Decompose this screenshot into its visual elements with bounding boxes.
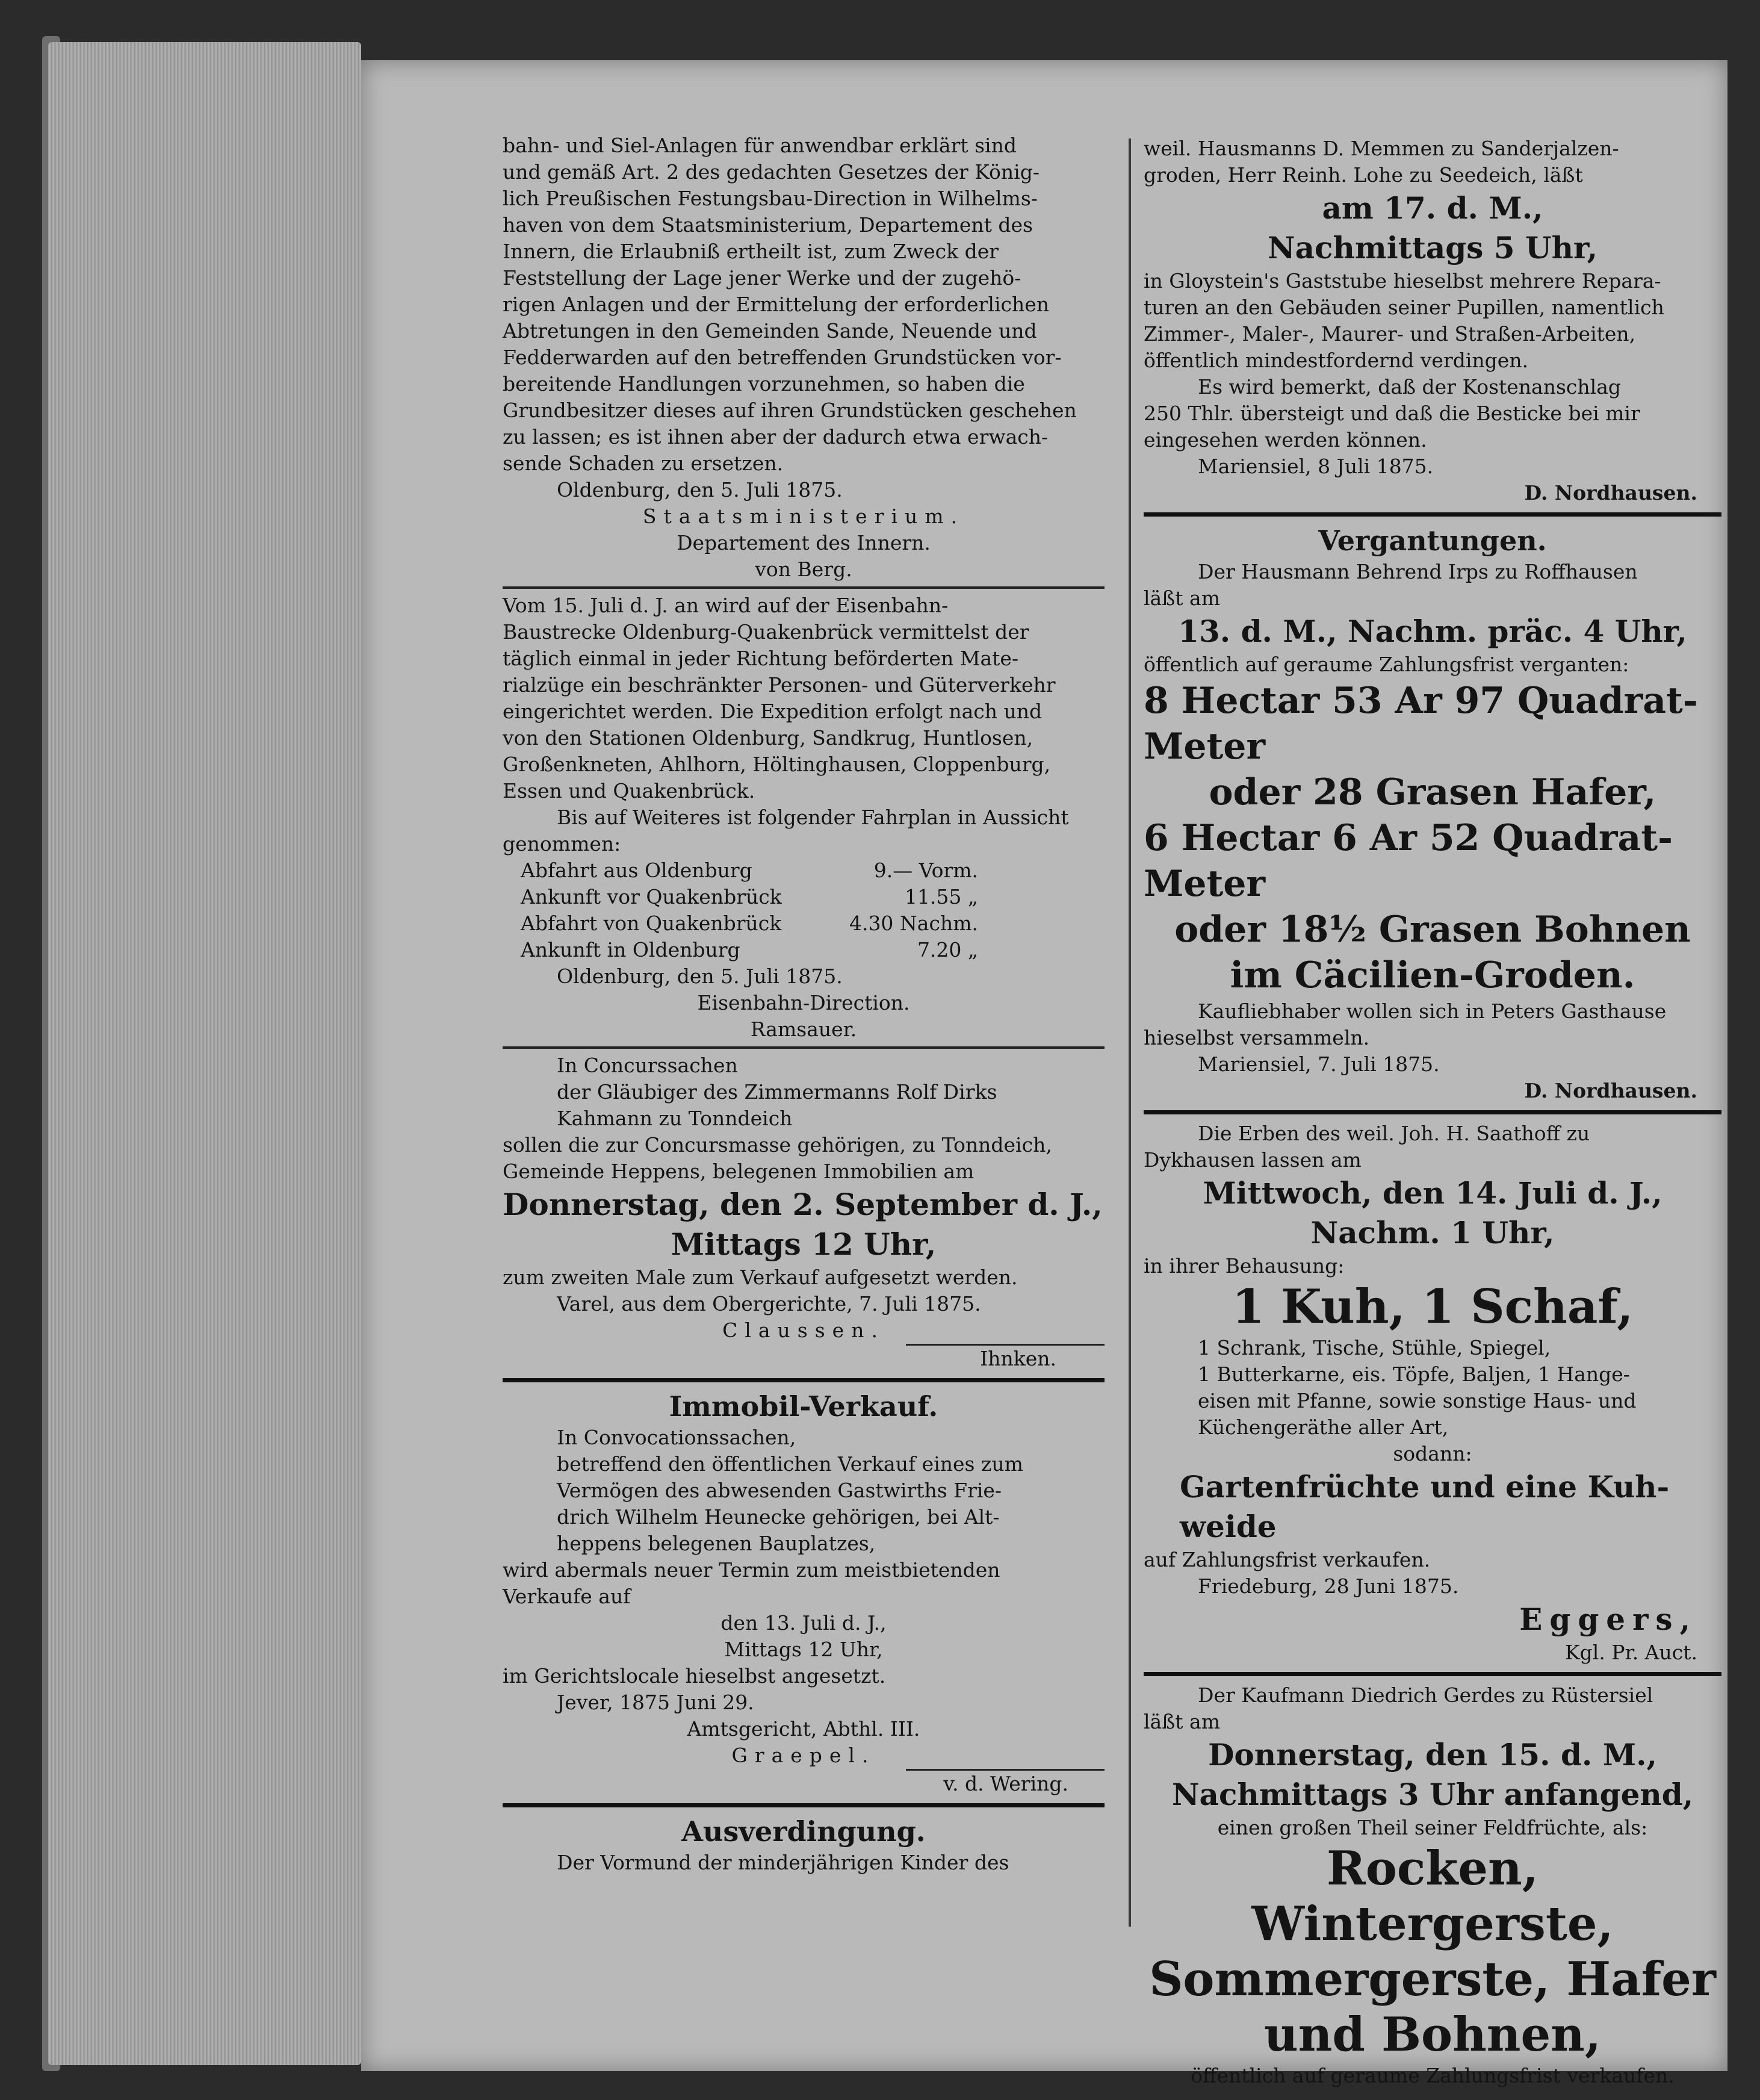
- text-line: betreffend den öffentlichen Verkauf eines zum: [557, 1452, 1023, 1476]
- authority: Amtsgericht, Abthl. III.: [687, 1717, 920, 1741]
- text-line: zu lassen; es ist ihnen aber der dadurch etwa erwach-: [503, 425, 1049, 449]
- notice-saathoff: [1144, 1120, 1721, 1666]
- text-line: 1 Butterkarne, eis. Töpfe, Baljen, 1 Hange-: [1198, 1362, 1630, 1386]
- text-line: Essen und Quakenbrück.: [503, 779, 755, 803]
- text-line: turen an den Gebäuden seiner Pupillen, namentlich: [1144, 296, 1664, 319]
- notice-ausverdingung: [503, 1813, 1105, 1876]
- text-line: von den Stationen Oldenburg, Sandkrug, Huntlosen,: [503, 726, 1033, 750]
- auction-date: den 13. Juli d. J.,: [720, 1611, 887, 1635]
- divider: [1144, 512, 1721, 517]
- auction-time: Nachmittags 5 Uhr,: [1267, 230, 1598, 266]
- column-divider: [1129, 138, 1131, 1927]
- department: Departement des Innern.: [677, 531, 931, 555]
- text-line: Der Hausmann Behrend Irps zu Roffhausen: [1198, 560, 1638, 583]
- notice-staatsministerium: [503, 132, 1105, 583]
- lot-line: und Bohnen,: [1264, 2007, 1601, 2062]
- lot-line: oder 18½ Grasen Bohnen: [1174, 909, 1691, 951]
- text-line: haven von dem Staatsministerium, Departement des: [503, 213, 1033, 237]
- text-line: eingesehen werden können.: [1144, 428, 1427, 452]
- text-line: der Gläubiger des Zimmermanns Rolf Dirks: [557, 1080, 997, 1104]
- signature: Claussen.: [722, 1319, 885, 1342]
- text-line: rigen Anlagen und der Ermittelung der erforderlichen: [503, 293, 1050, 316]
- text-line: Die Erben des weil. Joh. H. Saathoff zu: [1198, 1122, 1590, 1145]
- auction-time: Mittags 12 Uhr,: [671, 1226, 937, 1262]
- place-date: Varel, aus dem Obergerichte, 7. Juli 1875.: [557, 1292, 981, 1316]
- text-line: 250 Thlr. übersteigt und daß die Besticke bei mir: [1144, 402, 1640, 425]
- place-date: Oldenburg, den 5. Juli 1875.: [557, 478, 843, 502]
- notice-eisenbahn: [503, 592, 1105, 1043]
- text-line: sende Schaden zu ersetzen.: [503, 452, 784, 475]
- right-column: [1144, 135, 1721, 2089]
- notice-heading: Immobil-Verkauf.: [669, 1390, 938, 1423]
- place-date: Mariensiel, 8 Juli 1875.: [1198, 455, 1434, 478]
- signature: von Berg.: [755, 558, 852, 581]
- text-line: lich Preußischen Festungsbau-Direction in Wilhelms-: [503, 187, 1038, 210]
- text-line: täglich einmal in jeder Richtung beförderten Mate-: [503, 647, 1019, 670]
- text-line: Der Vormund der minderjährigen Kinder des: [557, 1851, 1009, 1874]
- text-line: Verkaufe auf: [503, 1585, 631, 1608]
- notice-gerdes: [1144, 1682, 1721, 2089]
- place-date: Friedeburg, 28 Juni 1875.: [1198, 1574, 1459, 1598]
- authority: Eisenbahn-Direction.: [697, 991, 910, 1014]
- text-line: eisen mit Pfanne, sowie sonstige Haus- und: [1198, 1389, 1637, 1412]
- text-line: sodann:: [1393, 1442, 1472, 1465]
- schedule-time: 9.— Vorm.: [873, 859, 978, 882]
- signature: D. Nordhausen.: [1524, 1079, 1697, 1102]
- page-edges: [48, 42, 361, 2065]
- schedule-time: 4.30 Nachm.: [849, 912, 978, 935]
- notice-immobil-verkauf: [503, 1388, 1105, 1797]
- notice-vergantungen: [1144, 523, 1721, 1104]
- text-line: Küchengeräthe aller Art,: [1198, 1415, 1449, 1439]
- auction-date: am 17. d. M.,: [1322, 190, 1543, 226]
- signature: D. Nordhausen.: [1524, 481, 1697, 505]
- text-line: weil. Hausmanns D. Memmen zu Sanderjalzen-: [1144, 137, 1619, 160]
- text-line: Vom 15. Juli d. J. an wird auf der Eisenbahn-: [503, 594, 949, 617]
- place-date: Jever, 1875 Juni 29.: [557, 1691, 754, 1714]
- text-line: Zimmer-, Maler-, Maurer- und Straßen-Arbeiten,: [1144, 322, 1636, 346]
- auction-time: Mittags 12 Uhr,: [724, 1638, 883, 1661]
- text-line: Grundbesitzer dieses auf ihren Grundstücken geschehen: [503, 399, 1077, 422]
- text-line: 1 Schrank, Tische, Stühle, Spiegel,: [1198, 1336, 1551, 1359]
- lot-line: im Cäcilien-Groden.: [1230, 954, 1635, 996]
- divider: [503, 1803, 1105, 1807]
- signature: Ramsauer.: [750, 1017, 857, 1041]
- text-line: Gemeinde Heppens, belegenen Immobilien am: [503, 1160, 975, 1183]
- notice-heading: Ausverdingung.: [681, 1815, 926, 1848]
- lot-line: oder 28 Grasen Hafer,: [1209, 771, 1656, 813]
- schedule-row: [503, 910, 978, 937]
- text-line: Vermögen des abwesenden Gastwirths Frie-: [557, 1479, 1002, 1502]
- left-column: [503, 132, 1105, 1876]
- text-line: bahn- und Siel-Anlagen für anwendbar erklärt sind: [503, 134, 1017, 157]
- schedule-row: [503, 857, 978, 884]
- authority: Staatsministerium.: [642, 505, 965, 528]
- schedule-row: [503, 937, 978, 963]
- text-line: läßt am: [1144, 1710, 1220, 1733]
- text-line: groden, Herr Reinh. Lohe zu Seedeich, läßt: [1144, 163, 1583, 187]
- notice-reparaturen: [1144, 135, 1721, 506]
- text-line: im Gerichtslocale hieselbst angesetzt.: [503, 1664, 886, 1688]
- text-line: auf Zahlungsfrist verkaufen.: [1144, 1548, 1431, 1571]
- lot-line: Rocken, Wintergerste,: [1251, 1841, 1614, 1951]
- text-line: läßt am: [1144, 586, 1220, 610]
- schedule-label: Ankunft vor Quakenbrück: [521, 885, 782, 909]
- auction-date: Donnerstag, den 15. d. M.,: [1208, 1737, 1657, 1772]
- lot-line: 1 Kuh, 1 Schaf,: [1232, 1279, 1634, 1334]
- signature: Ihnken.: [980, 1347, 1056, 1370]
- divider: [503, 586, 1105, 589]
- lot-line: Sommergerste, Hafer: [1149, 1952, 1716, 2007]
- text-line: und gemäß Art. 2 des gedachten Gesetzes der König-: [503, 160, 1040, 184]
- lot-line: weide: [1180, 1509, 1277, 1544]
- text-line: in ihrer Behausung:: [1144, 1254, 1345, 1278]
- auction-date: Mittwoch, den 14. Juli d. J.,: [1203, 1175, 1662, 1211]
- text-line: Kaufliebhaber wollen sich in Peters Gasthause: [1198, 999, 1667, 1023]
- text-line: Bis auf Weiteres ist folgender Fahrplan in Aussicht: [557, 806, 1069, 829]
- text-line: Innern, die Erlaubniß ertheilt ist, zum Zweck der: [503, 240, 999, 263]
- text-line: Dykhausen lassen am: [1144, 1148, 1362, 1172]
- newspaper-page: [361, 60, 1727, 2087]
- text-line: bereitende Handlungen vorzunehmen, so haben die: [503, 372, 1025, 396]
- notice-heading: Vergantungen.: [1318, 524, 1547, 557]
- lot-line: Gartenfrüchte und eine Kuh-: [1180, 1469, 1670, 1505]
- auction-time: Nachm. 1 Uhr,: [1310, 1215, 1555, 1250]
- text-line: heppens belegenen Bauplatzes,: [557, 1532, 876, 1555]
- place-date: Oldenburg, den 5. Juli 1875.: [557, 965, 843, 988]
- auction-date: 13. d. M., Nachm. präc. 4 Uhr,: [1178, 614, 1687, 649]
- schedule-label: Abfahrt von Quakenbrück: [521, 912, 782, 935]
- lot-line: 8 Hectar 53 Ar 97 Quadrat-Meter: [1144, 680, 1698, 768]
- schedule-label: Ankunft in Oldenburg: [521, 938, 740, 961]
- lot-line: 6 Hectar 6 Ar 52 Quadrat-Meter: [1144, 817, 1673, 905]
- text-line: wird abermals neuer Termin zum meistbietenden: [503, 1558, 1000, 1582]
- schedule-label: Abfahrt aus Oldenburg: [521, 859, 752, 882]
- text-line: In Convocationssachen,: [557, 1426, 796, 1449]
- text-line: Abtretungen in den Gemeinden Sande, Neuende und: [503, 319, 1037, 343]
- text-line: öffentlich auf geraume Zahlungsfrist verkaufen.: [1191, 2064, 1675, 2087]
- text-line: Großenkneten, Ahlhorn, Höltinghausen, Cloppenburg,: [503, 753, 1051, 776]
- text-line: drich Wilhelm Heunecke gehörigen, bei Alt-: [557, 1505, 1000, 1529]
- signature-title: Kgl. Pr. Auct.: [1565, 1641, 1697, 1664]
- text-line: sollen die zur Concursmasse gehörigen, zu Tonndeich,: [503, 1133, 1052, 1157]
- text-line: in Gloystein's Gaststube hieselbst mehrere Repara-: [1144, 269, 1661, 293]
- signature: v. d. Wering.: [943, 1772, 1068, 1795]
- text-line: Feststellung der Lage jener Werke und der zugehö-: [503, 266, 1021, 290]
- schedule-row: [503, 884, 978, 910]
- schedule-time: 7.20 „: [917, 938, 978, 961]
- text-line: genommen:: [503, 832, 621, 856]
- text-line: eingerichtet werden. Die Expedition erfolgt nach und: [503, 700, 1043, 723]
- divider: [1144, 1672, 1721, 1676]
- text-line: Fedderwarden auf den betreffenden Grundstücken vor-: [503, 346, 1062, 369]
- text-line: Der Kaufmann Diedrich Gerdes zu Rüstersiel: [1198, 1683, 1653, 1707]
- text-line: öffentlich auf geraume Zahlungsfrist verganten:: [1144, 653, 1629, 676]
- text-line: Baustrecke Oldenburg-Quakenbrück vermittelst der: [503, 620, 1029, 644]
- auction-date: Donnerstag, den 2. September d. J.,: [503, 1187, 1103, 1222]
- text-line: In Concurssachen: [557, 1054, 738, 1077]
- text-line: hieselbst versammeln.: [1144, 1026, 1370, 1049]
- signature: Eggers,: [1519, 1601, 1697, 1637]
- text-line: öffentlich mindestfordernd verdingen.: [1144, 349, 1529, 372]
- divider: [503, 1378, 1105, 1382]
- text-line: rialzüge ein beschränkter Personen- und Güterverkehr: [503, 673, 1056, 697]
- text-line: Kahmann zu Tonndeich: [557, 1107, 793, 1130]
- place-date: Mariensiel, 7. Juli 1875.: [1198, 1052, 1440, 1076]
- signature: Graepel.: [731, 1744, 876, 1767]
- notice-concurssachen: [503, 1052, 1105, 1372]
- divider: [503, 1046, 1105, 1049]
- text-line: zum zweiten Male zum Verkauf aufgesetzt werden.: [503, 1266, 1018, 1289]
- auction-time: Nachmittags 3 Uhr anfangend,: [1171, 1777, 1694, 1812]
- text-line: einen großen Theil seiner Feldfrüchte, als:: [1217, 1816, 1648, 1839]
- schedule-time: 11.55 „: [904, 885, 978, 909]
- text-line: Es wird bemerkt, daß der Kostenanschlag: [1198, 375, 1622, 399]
- divider: [1144, 1110, 1721, 1114]
